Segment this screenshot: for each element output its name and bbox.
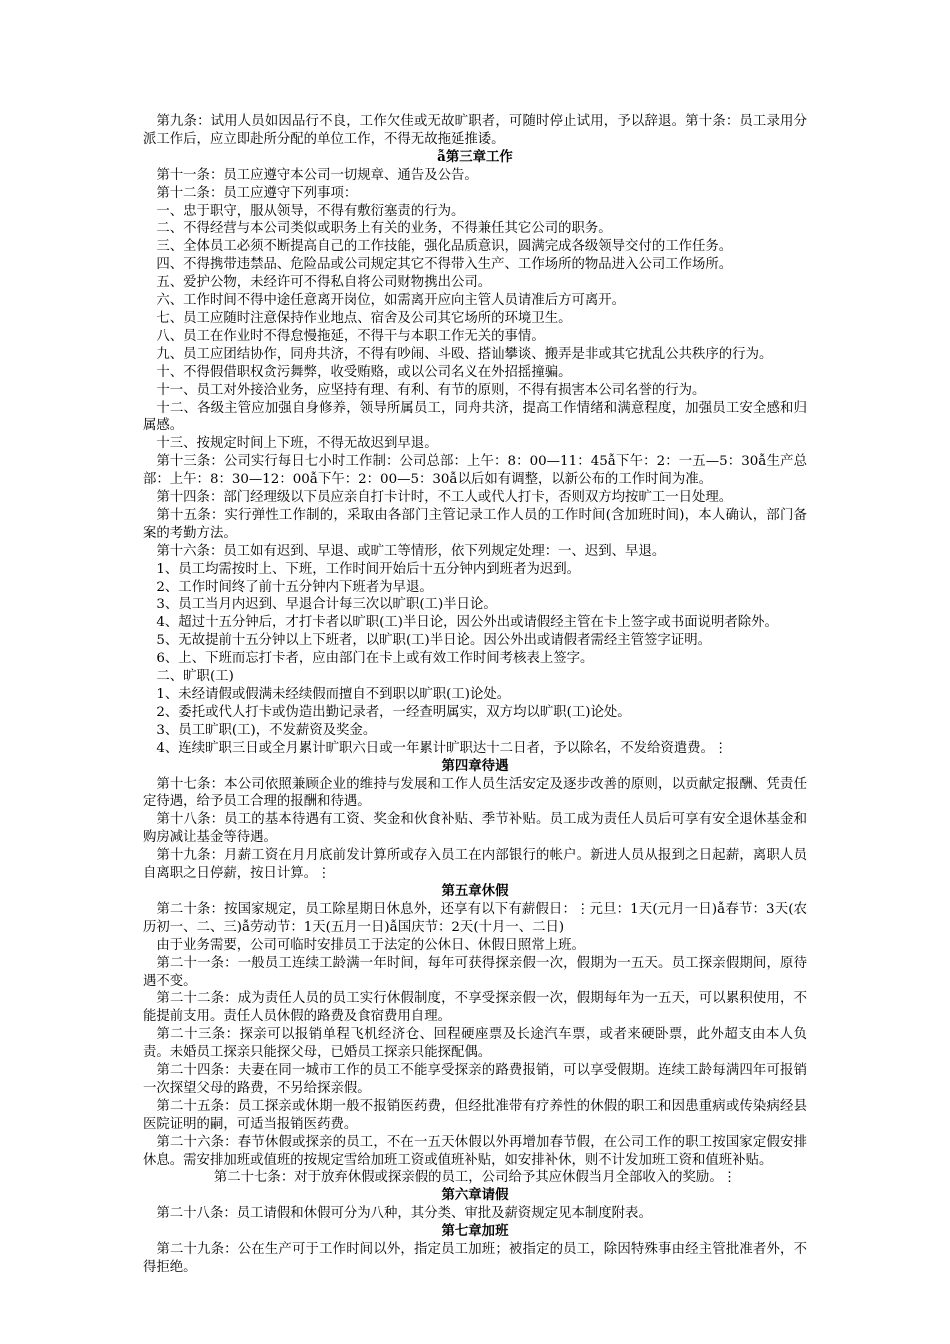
paragraph: 第二十三条：探亲可以报销单程飞机经济仓、回程硬座票及长途汽车票，或者来硬卧票，此外超支由本人负责。未婚员工探亲只能探父母，已婚员工探亲只能探配偶。 <box>143 1027 807 1061</box>
chapter-heading: ẫ第三章工作 <box>437 148 513 165</box>
paragraph: 第二十六条：春节休假或探亲的员工，不在一五天休假以外再增加春节假，在公司工作的职工按国家定假安排休息。需安排加班或值班的按规定雪给加班工资或值班补贴，如安排补休，则不计发加班工资和值班补贴。 <box>143 1134 807 1168</box>
paragraph: 九、员工应团结协作，同舟共济，不得有吵闹、斗殴、搭讪攀谈、搬弄是非或其它扰乱公共秩序的行为。 <box>156 346 773 362</box>
paragraph: 四、不得携带违禁品、危险品或公司规定其它不得带入生产、工作场所的物品进入公司工作场所。 <box>156 257 733 273</box>
paragraph: 第十四条：部门经理级以下员应亲自打卡计时，不工人或代人打卡，否则双方均按旷工一日处理。 <box>156 490 733 506</box>
paragraph: 五、爱护公物，未经许可不得私自将公司财物携出公司。 <box>156 275 492 291</box>
paragraph: 5、无故提前十五分钟以上下班者，以旷职(工)半日论。因公外出或请假者需经主管签字证明。 <box>156 633 711 649</box>
paragraph: 2、工作时间终了前十五分钟内下班者为早退。 <box>156 579 433 595</box>
paragraph: 八、员工在作业时不得怠慢拖延，不得干与本职工作无关的事情。 <box>156 328 545 344</box>
paragraph: 第十五条：实行弹性工作制的，采取由各部门主管记录工作人员的工作时间(含加班时间)，本人确认，部门备案的考勤方法。 <box>143 507 807 541</box>
paragraph: 第十二条：员工应遵守下列事项： <box>156 185 358 201</box>
paragraph: 由于业务需要，公司可临时安排员工于法定的公休日、休假日照常上班。 <box>156 937 585 953</box>
paragraph: 4、连续旷职三日或全月累计旷职六日或一年累计旷职达十二日者，予以除名，不发给资遣费。⋮ <box>156 740 728 756</box>
paragraph: 第二十五条：员工探亲或休期一般不报销医药费，但经批准带有疗养性的休假的职工和因患重病或传染病经县医院证明的嗣，可适当报销医药费。 <box>143 1098 807 1132</box>
paragraph: 3、员工当月内迟到、早退合计每三次以旷职(工)半日论。 <box>156 597 497 613</box>
paragraph: 第十九条：月薪工资在月月底前发计算所或存入员工在内部银行的帐户。新进人员从报到之日起薪，离职人员自离职之日停薪，按日计算。⋮ <box>143 848 807 882</box>
paragraph: 第十七条：本公司依照兼顾企业的维持与发展和工作人员生活安定及逐步改善的原则，以贡献定报酬、凭责任定待遇，给予员工合理的报酬和待遇。 <box>143 776 807 810</box>
paragraph: 第二十二条：成为责任人员的员工实行休假制度，不享受探亲假一次，假期每年为一五天，可以累积使用，不能提前支用。责任人员休假的路费及食宿费用自理。 <box>143 991 807 1025</box>
paragraph: 第二十四条：夫妻在同一城市工作的员工不能享受探亲的路费报销，可以享受假期。连续工龄每满四年可报销一次探望父母的路费，不另给探亲假。 <box>143 1063 807 1096</box>
paragraph: 三、全体员工必须不断提高自己的工作技能，强化品质意识，圆满完成各级领导交付的工作任务。 <box>156 239 733 255</box>
paragraph: 4、超过十五分钟后，才打卡者以旷职(工)半日论，因公外出或请假经主管在卡上签字或书面说明者除外。 <box>156 615 778 631</box>
paragraph: 第二十八条：员工请假和休假可分为八种，其分类、审批及薪资规定见本制度附表。 <box>156 1206 652 1222</box>
paragraph: 第二十一条：一般员工连续工龄满一年时间，每年可获得探亲假一次，假期为一五天。员工探亲假期间，原待遇不变。 <box>143 955 807 989</box>
chapter-heading: 第七章加班 <box>441 1223 509 1240</box>
paragraph: 第十一条：员工应遵守本公司一切规章、通告及公告。 <box>156 167 478 183</box>
paragraph: 六、工作时间不得中途任意离开岗位，如需离开应向主管人员请准后方可离开。 <box>156 293 626 309</box>
paragraph: 第十六条：员工如有迟到、早退、或旷工等情形，依下列规定处理：一、迟到、早退。 <box>156 543 666 559</box>
chapter-heading: 第五章休假 <box>441 882 509 899</box>
paragraph: 6、上、下班而忘打卡者，应由部门在卡上或有效工作时间考核表上签字。 <box>156 651 594 667</box>
paragraph: 十、不得假借职权贪污舞弊，收受贿赂，或以公司名义在外招摇撞骗。 <box>156 364 572 380</box>
paragraph: 3、员工旷职(工)，不发薪资及奖金。 <box>156 722 377 738</box>
paragraph: 第十三条：公司实行每日七小时工作制：公司总部：上午：8：00—11：45ẫ下午：2：一五—5：30ẫ生产总部：上午：8：30—12：00ẫ下午：2：00—5：30ẫ以后如有调整，以新公布的工作时间为准。 <box>143 454 807 488</box>
paragraph: 第九条：试用人员如因品行不良，工作欠佳或无故旷职者，可随时停止试用，予以辞退。第十条：员工录用分派工作后，应立即赴所分配的单位工作，不得无故拖延推诿。 <box>143 114 807 147</box>
paragraph: 第十八条：员工的基本待遇有工资、奖金和伙食补贴、季节补贴。员工成为责任人员后可享有安全退休基金和购房减让基金等待遇。 <box>143 812 807 846</box>
chapter-heading: 第六章请假 <box>441 1187 509 1204</box>
document-page <box>143 113 807 1277</box>
paragraph: 1、未经请假或假满未经续假而擅自不到职以旷职(工)论处。 <box>156 687 511 702</box>
paragraph: 2、委托或代人打卡或伪造出勤记录者，一经查明属实，双方均以旷职(工)论处。 <box>156 704 631 720</box>
paragraph: 第二十条：按国家规定，员工除星期日休息外，还享有以下有薪假日：⋮元旦：1天(元月一日)ẫ春节：3天(农历初一、二、三)ẫ劳动节：1天(五月一日)ẫ国庆节：2天(十月一、二日) <box>143 901 807 935</box>
paragraph: 十三、按规定时间上下班，不得无故迟到早退。 <box>156 436 438 452</box>
paragraph: 一、忠于职守，服从领导，不得有敷衍塞责的行为。 <box>156 203 465 219</box>
paragraph: 第二十九条：公在生产可于工作时间以外，指定员工加班；被指定的员工，除因特殊事由经主管批准者外，不得拒绝。 <box>143 1242 807 1275</box>
paragraph: 十一、员工对外接洽业务，应坚持有理、有利、有节的原则，不得有损害本公司名誉的行为。 <box>156 382 706 398</box>
paragraph: 二、不得经营与本公司类似或职务上有关的业务，不得兼任其它公司的职务。 <box>156 221 612 237</box>
chapter-heading: 第四章待遇 <box>441 757 509 774</box>
paragraph: 七、员工应随时注意保持作业地点、宿舍及公司其它场所的环境卫生。 <box>156 310 572 326</box>
paragraph: 二、旷职(工) <box>156 669 234 685</box>
paragraph: 1、员工均需按时上、下班，工作时间开始后十五分钟内到班者为迟到。 <box>156 561 581 577</box>
paragraph: 十二、各级主管应加强自身修养，领导所属员工，同舟共济，提高工作情绪和满意程度，加强员工安全感和归属感。 <box>143 400 807 434</box>
paragraph: 第二十七条：对于放弃休假或探亲假的员工，公司给予其应休假当月全部收入的奖励。⋮ <box>213 1170 737 1186</box>
